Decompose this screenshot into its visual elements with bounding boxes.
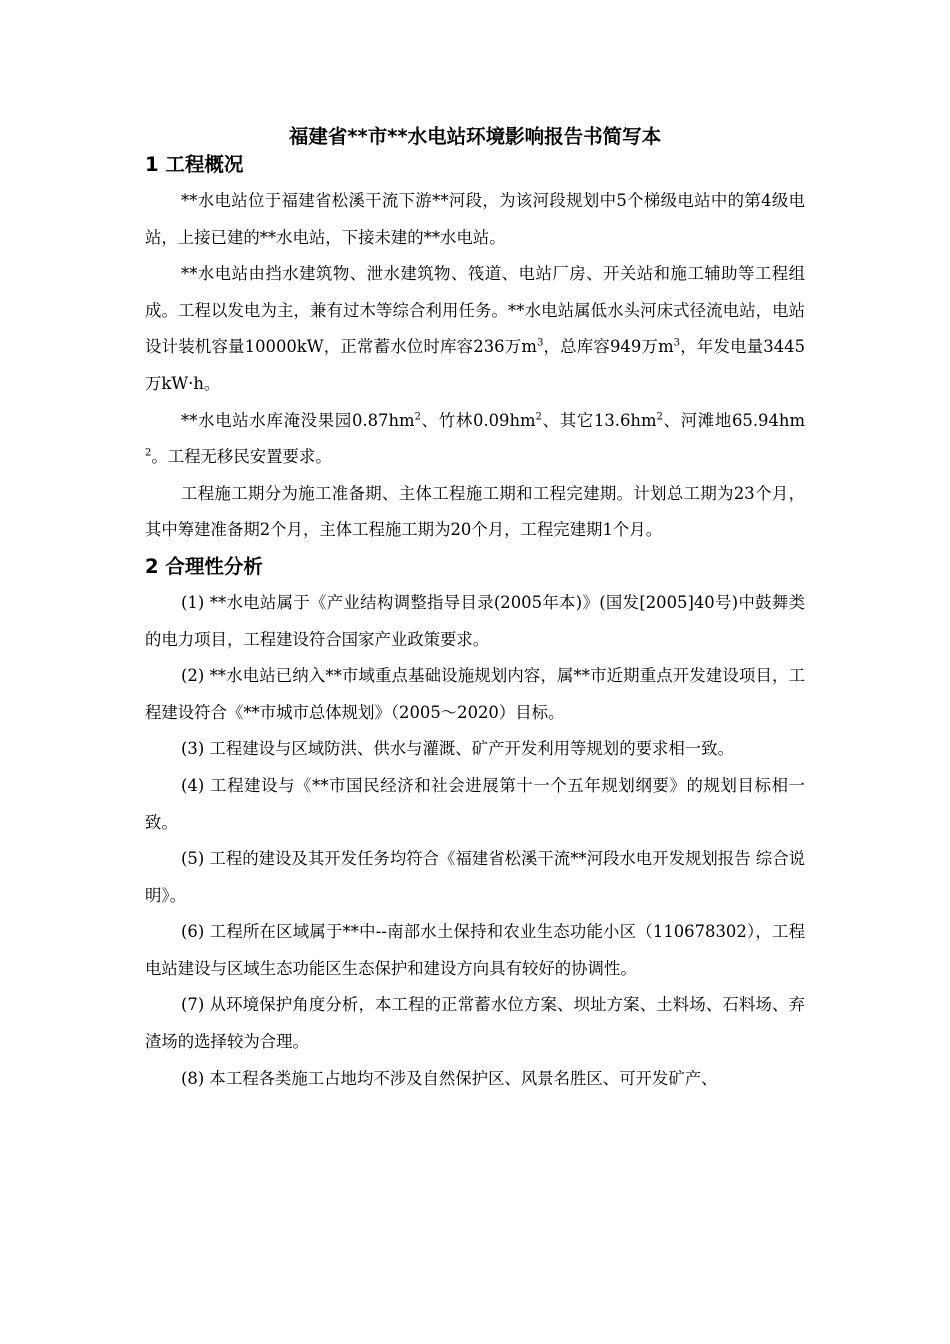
text-run: **水电站水库淹没果园0.87hm xyxy=(181,410,415,430)
section-1-paragraph-composition xyxy=(145,256,805,402)
superscript: 2 xyxy=(414,411,421,423)
superscript: 3 xyxy=(673,337,681,349)
section-1-paragraph-location: **水电站位于福建省松溪干流下游**河段，为该河段规划中5个梯级电站中的第4级电站，上接已建的**水电站，下接未建的**水电站。 xyxy=(145,191,805,247)
section-2-item-2: (2) **水电站已纳入**市域重点基础设施规划内容，属**市近期重点开发建设项目，工程建设符合《**市城市总体规划》（2005～2020）目标。 xyxy=(145,666,805,722)
section-1-heading: 1 工程概况 xyxy=(145,153,244,176)
section-2-item-7: (7) 从环境保护角度分析，本工程的正常蓄水位方案、坝址方案、土料场、石料场、弃渣场的选择较为合理。 xyxy=(145,995,805,1052)
section-2-item-4: (4) 工程建设与《**市国民经济和社会进展第十一个五年规划纲要》的规划目标相一致。 xyxy=(145,775,805,832)
section-1-paragraph-inundation xyxy=(145,403,805,476)
text-run: ，总库容949万m xyxy=(543,337,674,357)
text-run: ，年发电量3445万kW·h。 xyxy=(145,337,806,393)
section-2-item-3: (3) 工程建设与区域防洪、供水与灌溉、矿产开发利用等规划的要求相一致。 xyxy=(181,739,734,759)
section-1-paragraph-schedule: 工程施工期分为施工准备期、主体工程施工期和工程完建期。计划总工期为23个月，其中筹建准备期2个月，主体工程施工期为20个月，工程完建期1个月。 xyxy=(145,483,805,540)
section-2-item-5: (5) 工程的建设及其开发任务均符合《福建省松溪干流**河段水电开发规划报告 综合说明》。 xyxy=(145,849,805,905)
text-run: 、竹林0.09hm xyxy=(420,410,536,430)
section-2-item-8: (8) 本工程各类施工占地均不涉及自然保护区、风景名胜区、可开发矿产、 xyxy=(181,1068,718,1088)
section-2-item-1: (1) **水电站属于《产业结构调整指导目录(2005年本)》(国发[2005]40号)中鼓舞类的电力项目，工程建设符合国家产业政策要求。 xyxy=(145,592,805,649)
superscript: 2 xyxy=(145,447,152,459)
superscript: 3 xyxy=(536,337,544,349)
text-run: **水电站由挡水建筑物、泄水建筑物、筏道、电站厂房、开关站和施工辅助等工程组成。工程以发电为主，兼有过木等综合利用任务。**水电站属低水头河床式径流电站，电站设计装机容量10000kW，正常蓄水位时库容236万m xyxy=(145,264,805,357)
text-run: 、河滩地65.94hm xyxy=(662,410,806,430)
document-title: 福建省**市**水电站环境影响报告书简写本 xyxy=(288,125,662,148)
text-run: 、其它13.6hm xyxy=(541,410,657,430)
superscript: 2 xyxy=(535,411,542,423)
section-2-item-6: (6) 工程所在区域属于**中--南部水土保持和农业生态功能小区（110678302），工程电站建设与区域生态功能区生态保护和建设方向具有较好的协调性。 xyxy=(145,922,805,978)
section-2-heading: 2 合理性分析 xyxy=(145,554,263,578)
document-body xyxy=(145,147,805,1097)
superscript: 2 xyxy=(656,411,663,423)
text-run: 。工程无移民安置要求。 xyxy=(151,447,332,467)
